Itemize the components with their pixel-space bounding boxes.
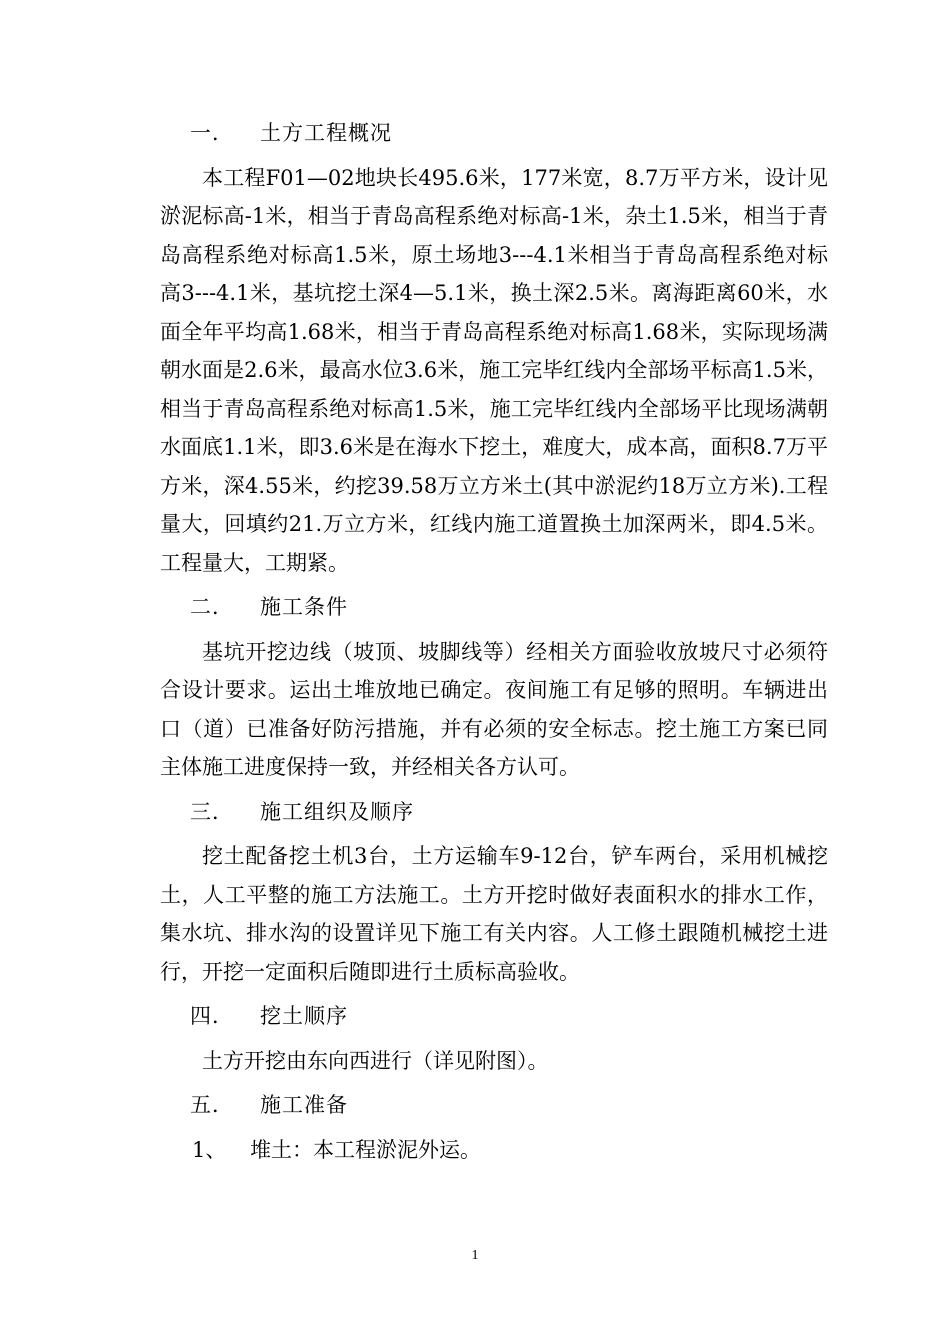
section-number: 三．: [190, 799, 234, 824]
section-title: 挖土顺序: [260, 1004, 348, 1028]
section-paragraph-4: 土方开挖由东向西进行（详见附图）。: [202, 1048, 549, 1073]
sub-item-1: [160, 1131, 828, 1170]
section-paragraph-1: 本工程F01—02地块长495.6米，177米宽，8.7万平方米，设计见淤泥标高-1米，相当于青岛高程系绝对标高-1米，杂土1.5米，相当于青岛高程系绝对标高1.5米，原土场地3---4.1米相当于青岛高程系绝对标高3---4.1米，基坑挖土深4—5.1米，换土深2.5米。离海距离60米，水面全年平均高1.68米，相当于青岛高程系绝对标高1.68米，实际现场满朝水面是2.6米，最高水位3.6米，施工完毕红线内全部场平标高1.5米，相当于青岛高程系绝对标高1.5米，施工完毕红线内全部场平比现场满朝水面底1.1米，即3.6米是在海水下挖土，难度大，成本高，面积8.7万平方米，深4.55米，约挖39.58万立方米土(其中淤泥约18万立方米).工程量大，回填约21.万立方米，红线内施工道置换土加深两米，即4.5米。工程量大，工期紧。: [160, 165, 828, 575]
section-title: 土方工程概况: [260, 121, 392, 145]
section-number: 四．: [190, 1004, 234, 1028]
section-paragraph-3: 挖土配备挖土机3台，土方运输车9-12台，铲车两台，采用机械挖土，人工平整的施工方法施工。土方开挖时做好表面积水的排水工作，集水坑、排水沟的设置详见下施工有关内容。人工修土跟随机械挖土进行，开挖一定面积后随即进行土质标高验收。: [160, 844, 828, 984]
section-number: 五．: [190, 1093, 234, 1117]
section-title: 施工条件: [260, 595, 348, 619]
page-number: 1: [471, 1248, 479, 1263]
sub-item-text: 堆土：本工程淤泥外运。: [250, 1137, 481, 1162]
section-number: 一．: [190, 121, 234, 145]
section-heading-4: [160, 997, 828, 1036]
section-heading-2: [160, 588, 828, 627]
document-body: [160, 114, 828, 1169]
section-number: 二．: [190, 595, 234, 619]
section-heading-3: [160, 793, 828, 832]
sub-item-number: 1、: [192, 1137, 227, 1162]
section-title: 施工组织及顺序: [260, 799, 414, 824]
section-heading-1: [160, 114, 828, 153]
section-paragraph-2: 基坑开挖边线（坡顶、坡脚线等）经相关方面验收放坡尺寸必须符合设计要求。运出土堆放地已确定。夜间施工有足够的照明。车辆进出口（道）已准备好防污措施，并有必须的安全标志。挖土施工方案已同主体施工进度保持一致，并经相关各方认可。: [160, 639, 828, 779]
section-title: 施工准备: [260, 1093, 348, 1117]
section-heading-5: [160, 1086, 828, 1125]
